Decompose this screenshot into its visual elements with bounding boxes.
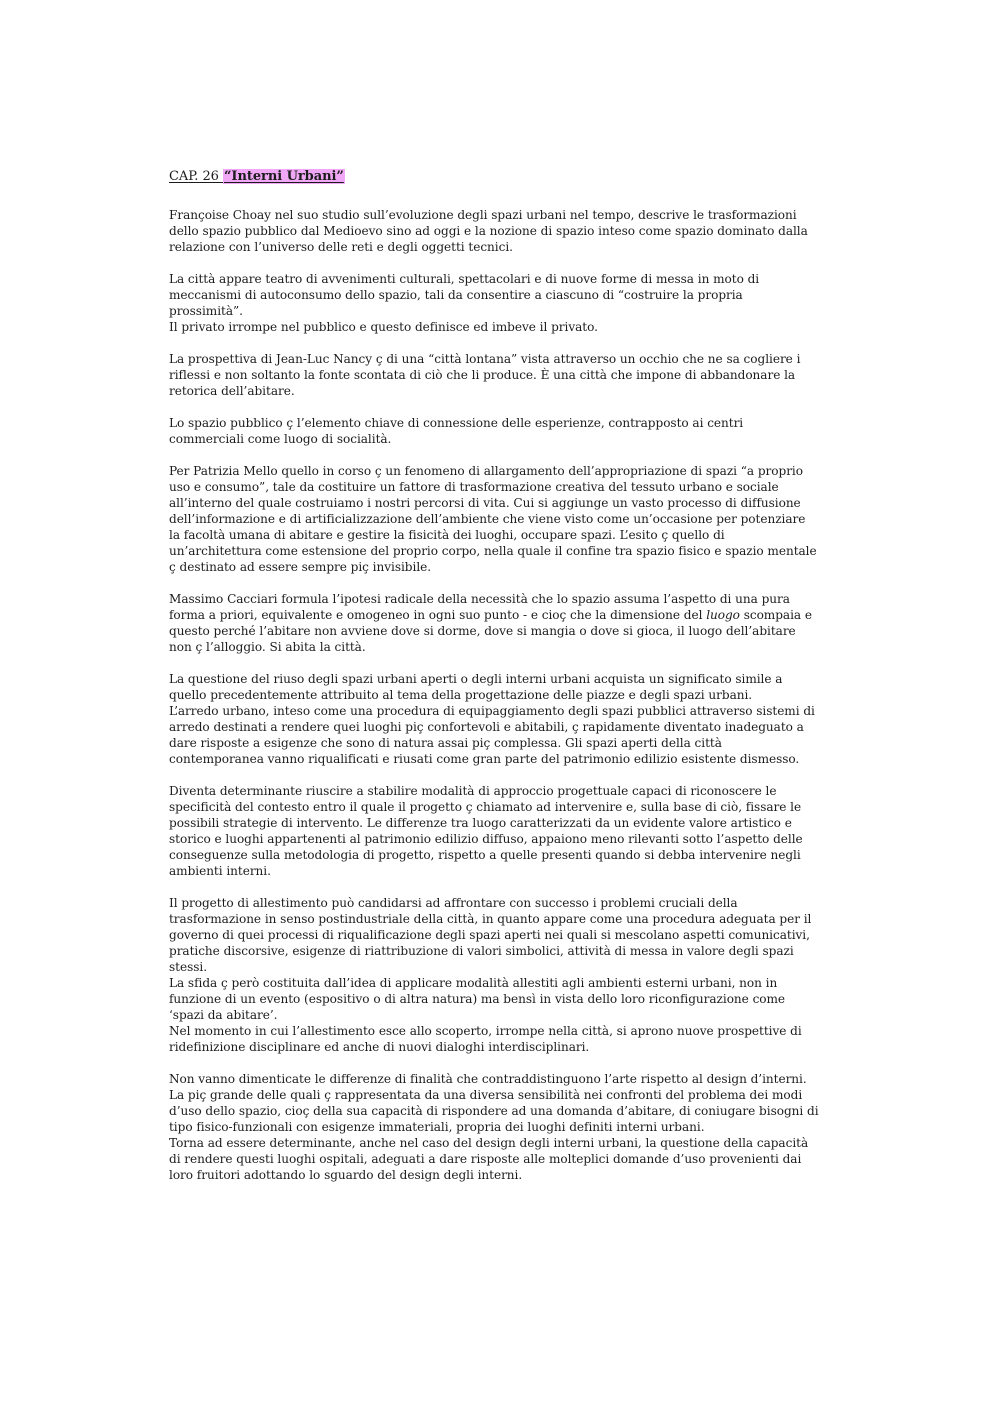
document-body <box>169 168 819 1199</box>
paragraph-text: L’arredo urbano, inteso come una procedura di equipaggiamento degli spazi pubblici attraverso sistemi di arredo destinati a rendere quei luoghi piç confortevoli e abitabili, ç rapidamente diventato inadeguato a dare risposte a esigenze che sono di natura assai piç complessa. Gli spazi aperti della città contemporanea vanno riqualificati e riusati come gran parte del patrimonio edilizio esistente dismesso. <box>169 704 815 766</box>
paragraph-text: Lo spazio pubblico ç l’elemento chiave di connessione delle esperienze, contrapposto ai centri commerciali come luogo di socialità. <box>169 416 744 446</box>
chapter-title: “Interni Urbani” <box>224 169 344 184</box>
paragraph-spazio-pubblico <box>169 415 819 447</box>
paragraph-choay <box>169 207 819 255</box>
paragraph-text: Il privato irrompe nel pubblico e questo definisce ed imbeve il privato. <box>169 320 598 334</box>
emphasized-word: luogo <box>706 608 740 622</box>
paragraph-finalita <box>169 1071 819 1183</box>
paragraph-mello <box>169 463 819 575</box>
paragraph-cacciari <box>169 591 819 655</box>
paragraph-text: Per Patrizia Mello quello in corso ç un fenomeno di allargamento dell’appropriazione di spazi “a proprio uso e consumo”, tale da costituire un fattore di trasformazione creativa del tessuto urbano e sociale all’interno del quale costruiamo i nostri percorsi di vita. Cui si aggiunge un vasto processo di diffusione dell’informazione e di artificializzazione dell’ambiente che viene visto come un’occasione per potenziare la facoltà umana di abitare e gestire la fisicità dei luoghi, occupare spazi. L’esito ç quello di un’architettura come estensione del proprio corpo, nella quale il confine tra spazio fisico e spazio mentale ç destinato ad essere sempre piç invisibile. <box>169 464 817 574</box>
paragraph-text-start: Massimo Cacciari formula l’ipotesi radicale della necessità che lo spazio assuma l’aspetto di una pura forma a priori, equivalente e omogeneo in ogni suo punto - e cioç che la dimensione del <box>169 592 790 622</box>
paragraph-text: Torna ad essere determinante, anche nel caso del design degli interni urbani, la questione della capacità di rendere questi luoghi ospitali, adeguati a dare risposte alle molteplici domande d’uso provenienti dai loro fruitori adottando lo sguardo del design degli interni. <box>169 1136 809 1182</box>
paragraph-text: Nel momento in cui l’allestimento esce allo scoperto, irrompe nella città, si aprono nuove prospettive di ridefinizione disciplinare ed anche di nuovi dialoghi interdisciplinari. <box>169 1024 802 1054</box>
paragraph-citta <box>169 271 819 335</box>
paragraph-text-end: scompaia e questo perché l’abitare non avviene dove si dorme, dove si mangia o dove si gioca, il luogo dell’abitare non ç l’alloggio. Si abita la città. <box>169 608 812 654</box>
paragraph-allestimento <box>169 895 819 1055</box>
paragraph-text: La sfida ç però costituita dall’idea di applicare modalità allestiti agli ambienti esterni urbani, non in funzione di un evento (espositivo o di altra natura) ma bensì in vista dello loro riconfigurazione come ‘spazi da abitare’. <box>169 976 786 1022</box>
paragraph-text: La città appare teatro di avvenimenti culturali, spettacolari e di nuove forme di messa in moto di meccanismi di autoconsumo dello spazio, tali da consentire a ciascuno di “costruire la propria prossimità”. <box>169 272 760 318</box>
paragraph-text: Il progetto di allestimento può candidarsi ad affrontare con successo i problemi cruciali della trasformazione in senso postindustriale della città, in quanto appare come una procedura adeguata per il governo di quei processi di riqualificazione degli spazi aperti nei quali si mescolano aspetti comunicativi, pratiche discorsive, esigenze di riattribuzione di valori simbolici, attività di messa in valore degli spazi stessi. <box>169 896 812 974</box>
chapter-heading <box>169 168 819 186</box>
paragraph-nancy <box>169 351 819 399</box>
paragraph-text: La questione del riuso degli spazi urbani aperti o degli interni urbani acquista un significato simile a quello precedentemente attribuito al tema della progettazione delle piazze e degli spazi urbani. <box>169 672 783 702</box>
paragraph-text: Non vanno dimenticate le differenze di finalità che contraddistinguono l’arte rispetto al design d’interni. La piç grande delle quali ç rappresentata da una diversa sensibilità nei confronti del problema dei modi d’uso dello spazio, cioç della sua capacità di rispondere ad una domanda d’abitare, di coniugare bisogni di tipo fisico-funzionali con esigenze immateriali, propria dei luoghi definiti interni urbani. <box>169 1072 819 1134</box>
paragraph-text <box>169 591 819 655</box>
paragraph-text: Françoise Choay nel suo studio sull’evoluzione degli spazi urbani nel tempo, descrive le trasformazioni dello spazio pubblico dal Medioevo sino ad oggi e la nozione di spazio inteso come spazio dominato dalla relazione con l’universo delle reti e degli oggetti tecnici. <box>169 208 808 254</box>
paragraph-text: La prospettiva di Jean-Luc Nancy ç di una “città lontana” vista attraverso un occhio che ne sa cogliere i riflessi e non soltanto la fonte scontata di ciò che li produce. È una città che impone di abbandonare la retorica dell’abitare. <box>169 352 801 398</box>
paragraph-text: Diventa determinante riuscire a stabilire modalità di approccio progettuale capaci di riconoscere le specificità del contesto entro il quale il progetto ç chiamato ad intervenire e, sulla base di ciò, fissare le possibili strategie di intervento. Le differenze tra luogo caratterizzati da un evidente valore artistico e storico e luoghi appartenenti al patrimonio edilizio diffuso, appaiono meno rilevanti sotto l’aspetto delle conseguenze sulla metodologia di progetto, rispetto a quelle presenti quando si debba intervenire negli ambienti interni. <box>169 784 803 878</box>
chapter-number: CAP. 26 <box>169 169 223 184</box>
paragraph-approccio <box>169 783 819 879</box>
paragraph-riuso <box>169 671 819 767</box>
